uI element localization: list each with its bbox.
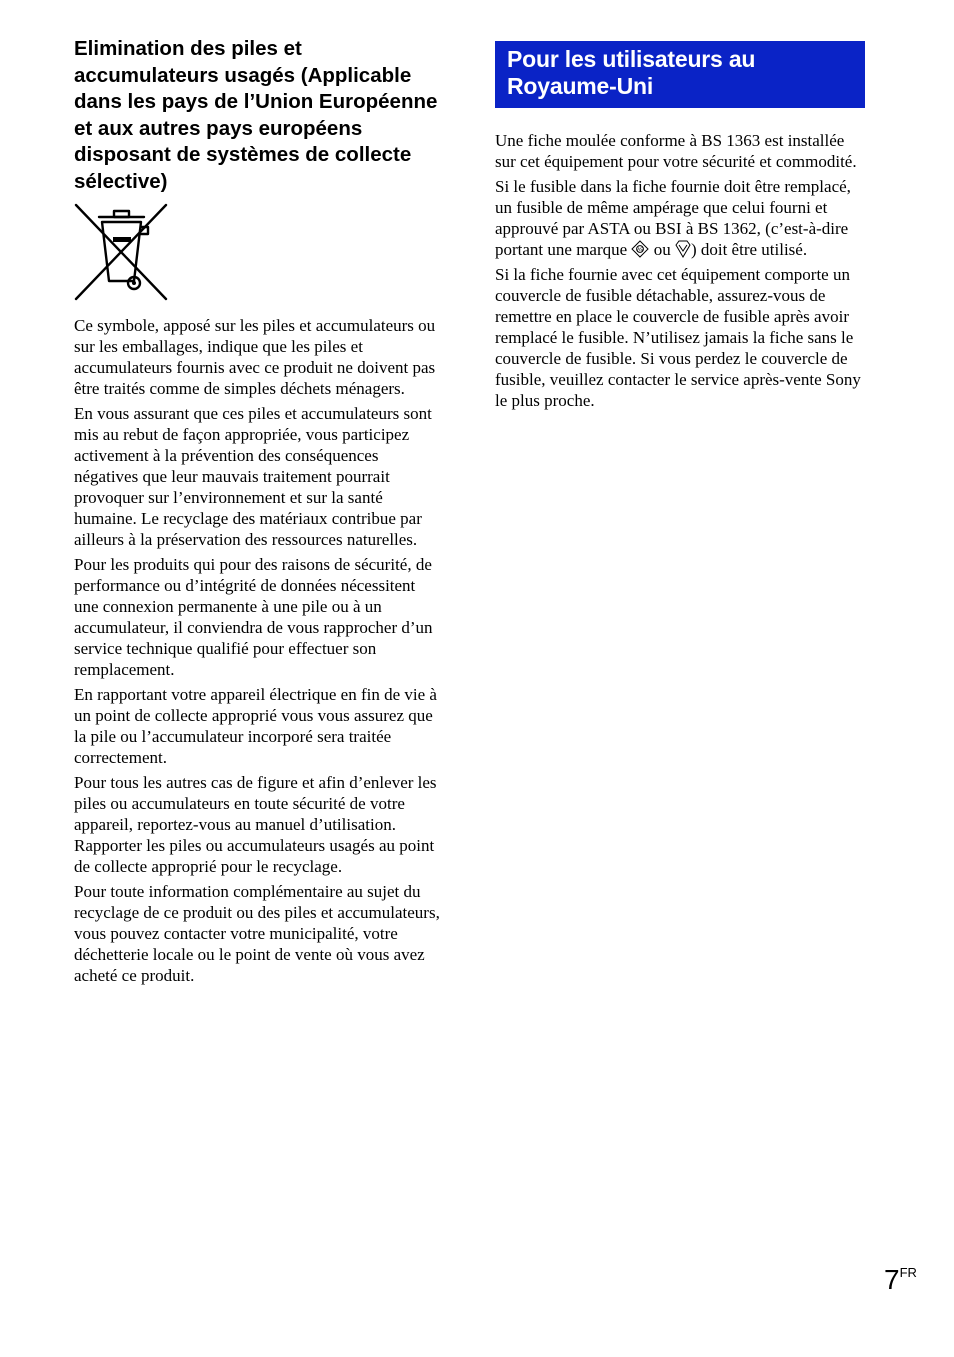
fuse-text-before: Si le fusible dans la fiche fournie doit être remplacé, un fusible de même ampérage que celui fourni et approuvé par ASTA ou BSI à BS 1362, (c’est-à-dire portant une marque (495, 177, 851, 259)
paragraph: Une fiche moulée conforme à BS 1363 est installée sur cet équipement pour votre sécurité et commodité. (495, 131, 857, 171)
section-heading: Elimination des piles et accumulateurs usagés (Applicable dans les pays de l’Union Européenne et aux autres pays européens disposant de systèmes de collecte sélective) (74, 37, 438, 193)
page-number (884, 1264, 917, 1296)
page-number-value: 7 (884, 1264, 900, 1295)
paragraph: Ce symbole, apposé sur les piles et accumulateurs ou sur les emballages, indique que les piles et accumulateurs fournis avec ce produit ne doivent pas être traités comme de simples déchets ménagers. (74, 316, 436, 398)
fuse-text-after: ) doit être utilisé. (690, 240, 808, 259)
paragraph: Pour tous les autres cas de figure et afin d’enlever les piles ou accumulateurs en toute sécurité de votre appareil, reportez-vous au manuel d’utilisation. Rapporter les piles ou accumulateurs usagés au point de collecte approprié pour le recyclage. (74, 773, 437, 876)
paragraph: En vous assurant que ces piles et accumulateurs sont mis au rebut de façon appropriée, vous participez activement à la prévention des conséquences négatives que leur mauvais traitement pourrait provoquer sur l’environnement et sur la santé humaine. Le recyclage des matériaux contribue par ailleurs à la préservation des ressources naturelles. (74, 404, 432, 549)
fuse-text-middle: ou (649, 240, 675, 259)
language-suffix: FR (899, 1265, 917, 1280)
right-column (495, 41, 865, 415)
crossed-out-bin-icon (74, 203, 170, 303)
paragraph: Pour toute information complémentaire au sujet du recyclage de ce produit ou des piles et accumulateurs, vous pouvez contacter votre municipalité, votre déchetterie locale ou le point de vente où vous avez acheté ce produit. (74, 882, 440, 985)
asta-mark-icon (631, 240, 649, 258)
uk-users-banner: Pour les utilisateurs au Royaume-Uni (495, 41, 865, 108)
svg-text:AS: AS (637, 247, 644, 253)
paragraph: Pour les produits qui pour des raisons de sécurité, de performance ou d’intégrité de données nécessitent une connexion permanente à une pile ou à un accumulateur, il conviendra de vous rapprocher d’un service technique qualifié pour effectuer son remplacement. (74, 555, 433, 679)
paragraph: En rapportant votre appareil électrique en fin de vie à un point de collecte approprié vous vous assurez que la pile ou l’accumulateur incorporé sera traitée correctement. (74, 685, 437, 767)
paragraph: Si la fiche fournie avec cet équipement comporte un couvercle de fusible détachable, assurez-vous de remettre en place le couvercle de fusible après avoir remplacé le fusible. N’utilisez jamais la fiche sans le couvercle de fusible. Si vous perdez le couvercle de fusible, veuillez contacter le service après-vente Sony le plus proche. (495, 265, 861, 410)
bsi-kitemark-icon (675, 240, 691, 258)
fuse-paragraph (495, 176, 865, 260)
left-column (74, 36, 444, 990)
